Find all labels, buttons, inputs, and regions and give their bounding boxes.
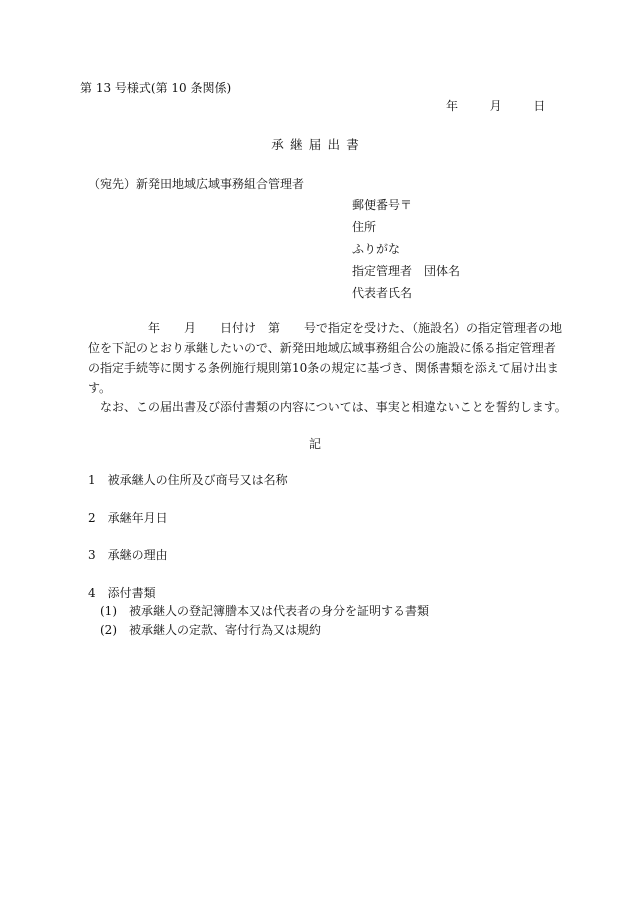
date-month-label: 月 — [489, 99, 502, 113]
sender-representative-label: 代表者氏名 — [352, 286, 413, 300]
list-item: 4 添付書類 — [88, 586, 156, 600]
sender-address-label: 住所 — [352, 220, 377, 234]
document-title: 承継届出書 — [271, 137, 365, 152]
list-item: 3 承継の理由 — [88, 548, 168, 562]
sender-furigana-label: ふりがな — [352, 242, 401, 256]
body-line-5: なお、この届出書及び添付書類の内容については、事実と相違ないことを誓約します。 — [88, 400, 567, 414]
sender-postal-code-label: 郵便番号〒 — [352, 198, 413, 212]
list-item: 1 被承継人の住所及び商号又は名称 — [88, 473, 288, 487]
date-day-label: 日 — [533, 99, 546, 113]
body-line-1: 年 月 日付け 第 号で指定を受けた、（施設名）の指定管理者の地 — [88, 321, 563, 335]
body-line-4: す。 — [88, 381, 112, 395]
date-year-label: 年 — [446, 99, 459, 113]
form-number: 第 13 号様式(第 10 条関係) — [80, 81, 232, 95]
ki-heading: 記 — [308, 437, 321, 451]
attachment-item: (1) 被承継人の登記簿謄本又は代表者の身分を証明する書類 — [100, 604, 430, 618]
attachment-item: (2) 被承継人の定款、寄付行為又は規約 — [100, 623, 321, 637]
sender-organization-label: 指定管理者 団体名 — [352, 264, 461, 278]
list-item: 2 承継年月日 — [88, 511, 168, 525]
body-line-2: 位を下記のとおり承継したいので、新発田地域広域事務組合公の施設に係る指定管理者 — [88, 341, 556, 355]
date-line — [446, 100, 545, 112]
addressee: （宛先）新発田地域広域事務組合管理者 — [88, 177, 305, 191]
body-line-3: の指定手続等に関する条例施行規則第10条の規定に基づき、関係書類を添えて届け出ま — [88, 361, 559, 375]
